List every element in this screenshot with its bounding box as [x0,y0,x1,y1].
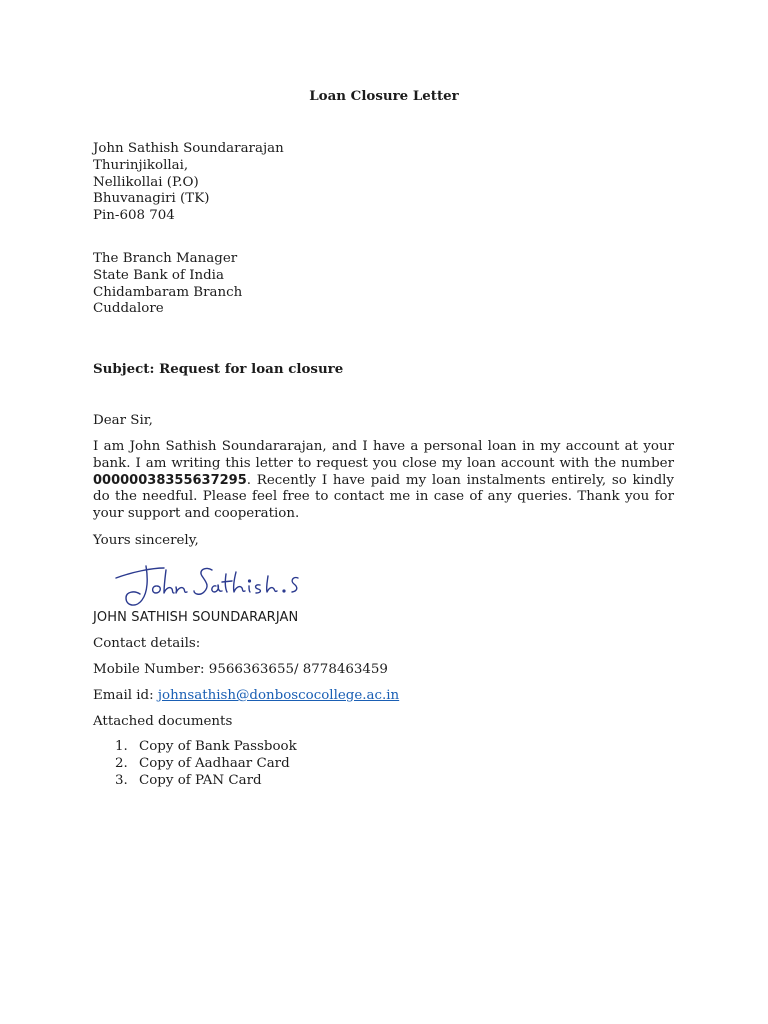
recipient-line: Cuddalore [93,301,164,317]
recipient-line: The Branch Manager [93,251,238,266]
list-number: 2. [115,755,128,771]
list-item [93,739,297,756]
mobile-number: Mobile Number: 9566363655/ 8778463459 [93,662,388,677]
sender-address-line: Nellikollai (P.O) [93,174,199,190]
body-text: . Recently I have paid my loan instalments entirely, so kindly do the needful. Please feel free to contact me in case of any queries. Thank you for your support and cooperation. [93,472,674,522]
attachment-list [93,739,297,789]
list-item [93,756,297,773]
attached-documents-label: Attached documents [93,714,233,729]
attachment-text: Copy of Bank Passbook [139,739,297,754]
recipient-line: Chidambaram Branch [93,284,243,300]
signatory-name: JOHN SATHISH SOUNDARARJAN [93,610,299,625]
recipient-address [93,251,242,318]
salutation: Dear Sir, [93,413,153,428]
sender-address-line: Bhuvanagiri (TK) [93,191,210,207]
letter-subject: Subject: Request for loan closure [93,361,344,377]
contact-details-label: Contact details: [93,636,201,651]
recipient-line: State Bank of India [93,267,224,283]
email-label: Email id: [93,688,158,703]
sender-address-line: Thurinjikollai, [93,157,189,173]
attachment-text: Copy of PAN Card [139,772,262,788]
letter-title: Loan Closure Letter [309,88,459,104]
email-link[interactable]: johnsathish@donboscocollege.ac.in [157,688,400,703]
email-row [93,687,399,704]
sender-address [93,141,284,225]
list-item [93,773,297,790]
list-number: 1. [115,739,128,754]
closing: Yours sincerely, [93,533,199,548]
sender-name: John Sathish Soundararajan [93,141,284,156]
account-number: 00000038355637295 [93,472,247,488]
sender-pincode: Pin-608 704 [93,208,175,224]
body-paragraph [93,439,674,523]
handwritten-signature [112,556,312,612]
body-text: I am John Sathish Soundararajan, and I have a personal loan in my account at your bank. I am writing this letter to request you close my loan account with the number [93,439,674,471]
attachment-text: Copy of Aadhaar Card [139,755,290,771]
list-number: 3. [115,772,128,788]
